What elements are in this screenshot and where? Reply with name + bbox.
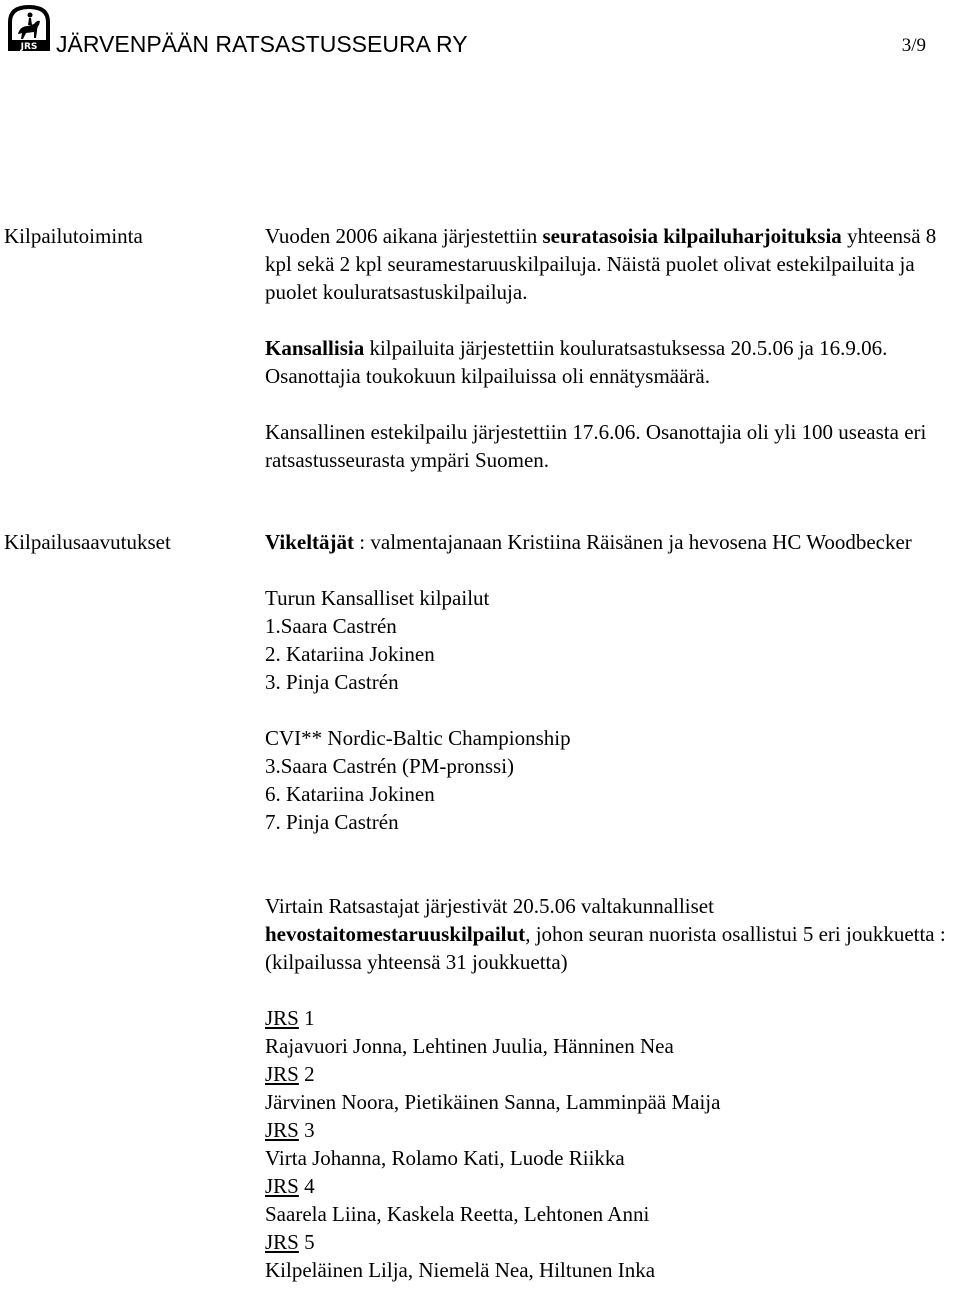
horse-rider-logo-icon	[4, 4, 54, 52]
section-kilpailusaavutukset-content	[265, 528, 957, 1284]
paragraph: Vikeltäjät : valmentajanaan Kristiina Räisänen ja hevosena HC Woodbecker	[265, 530, 912, 554]
page-header	[0, 0, 960, 62]
bold-text: hevostaitomestaruuskilpailut	[265, 922, 526, 946]
team-members: Järvinen Noora, Pietikäinen Sanna, Lamminpää Maija	[265, 1090, 721, 1114]
team-heading: JRS 3	[265, 1118, 315, 1142]
paragraph: Virtain Ratsastajat järjestivät 20.5.06 valtakunnalliset hevostaitomestaruuskilpailut, johon seuran nuorista osallistui 5 eri joukkuetta : (kilpailussa yhteensä 31 joukkuetta)	[265, 894, 946, 974]
team-heading: JRS 4	[265, 1174, 315, 1198]
organization-name: JÄRVENPÄÄN RATSASTUSSEURA RY	[56, 31, 468, 57]
team-members: Kilpeläinen Lilja, Niemelä Nea, Hiltunen Inka	[265, 1258, 656, 1282]
result-line: 1.Saara Castrén	[265, 614, 397, 638]
section-label-kilpailusaavutukset: Kilpailusaavutukset	[4, 530, 171, 554]
page-number: 3/9	[901, 35, 926, 56]
team-list	[265, 1004, 957, 1284]
logo-text: JRS	[20, 42, 38, 52]
bold-text: seuratasoisia kilpailuharjoituksia	[542, 224, 842, 248]
paragraph: Vuoden 2006 aikana järjestettiin seuratasoisia kilpailuharjoituksia yhteensä 8 kpl sekä 2 kpl seuramestaruuskilpailuja. Näistä puolet olivat estekilpailuita ja puolet kouluratsastuskilpailuja.	[265, 224, 937, 304]
result-line: 3. Pinja Castrén	[265, 670, 399, 694]
team-members: Rajavuori Jonna, Lehtinen Juulia, Hänninen Nea	[265, 1034, 674, 1058]
result-line: 6. Katariina Jokinen	[265, 782, 435, 806]
result-line: 2. Katariina Jokinen	[265, 642, 435, 666]
bold-text: Kansallisia	[265, 336, 365, 360]
team-members: Saarela Liina, Kaskela Reetta, Lehtonen Anni	[265, 1202, 650, 1226]
paragraph: Kansallisia kilpailuita järjestettiin kouluratsastuksessa 20.5.06 ja 16.9.06. Osanottajia toukokuun kilpailuissa oli ennätysmäärä.	[265, 336, 888, 388]
team-heading: JRS 2	[265, 1062, 315, 1086]
competition-title: Turun Kansalliset kilpailut	[265, 586, 490, 610]
section-label-kilpailutoiminta: Kilpailutoiminta	[4, 224, 143, 248]
competition-title: CVI** Nordic-Baltic Championship	[265, 726, 571, 750]
team-heading: JRS 5	[265, 1230, 315, 1254]
team-heading: JRS 1	[265, 1006, 315, 1030]
result-line: 3.Saara Castrén (PM-pronssi)	[265, 754, 515, 778]
bold-text: Vikeltäjät	[265, 530, 355, 554]
result-line: 7. Pinja Castrén	[265, 810, 399, 834]
team-members: Virta Johanna, Rolamo Kati, Luode Riikka	[265, 1146, 625, 1170]
section-kilpailutoiminta-content	[265, 222, 957, 474]
paragraph: Kansallinen estekilpailu järjestettiin 17.6.06. Osanottajia oli yli 100 useasta eri ratsastusseurasta ympäri Suomen.	[265, 420, 927, 472]
